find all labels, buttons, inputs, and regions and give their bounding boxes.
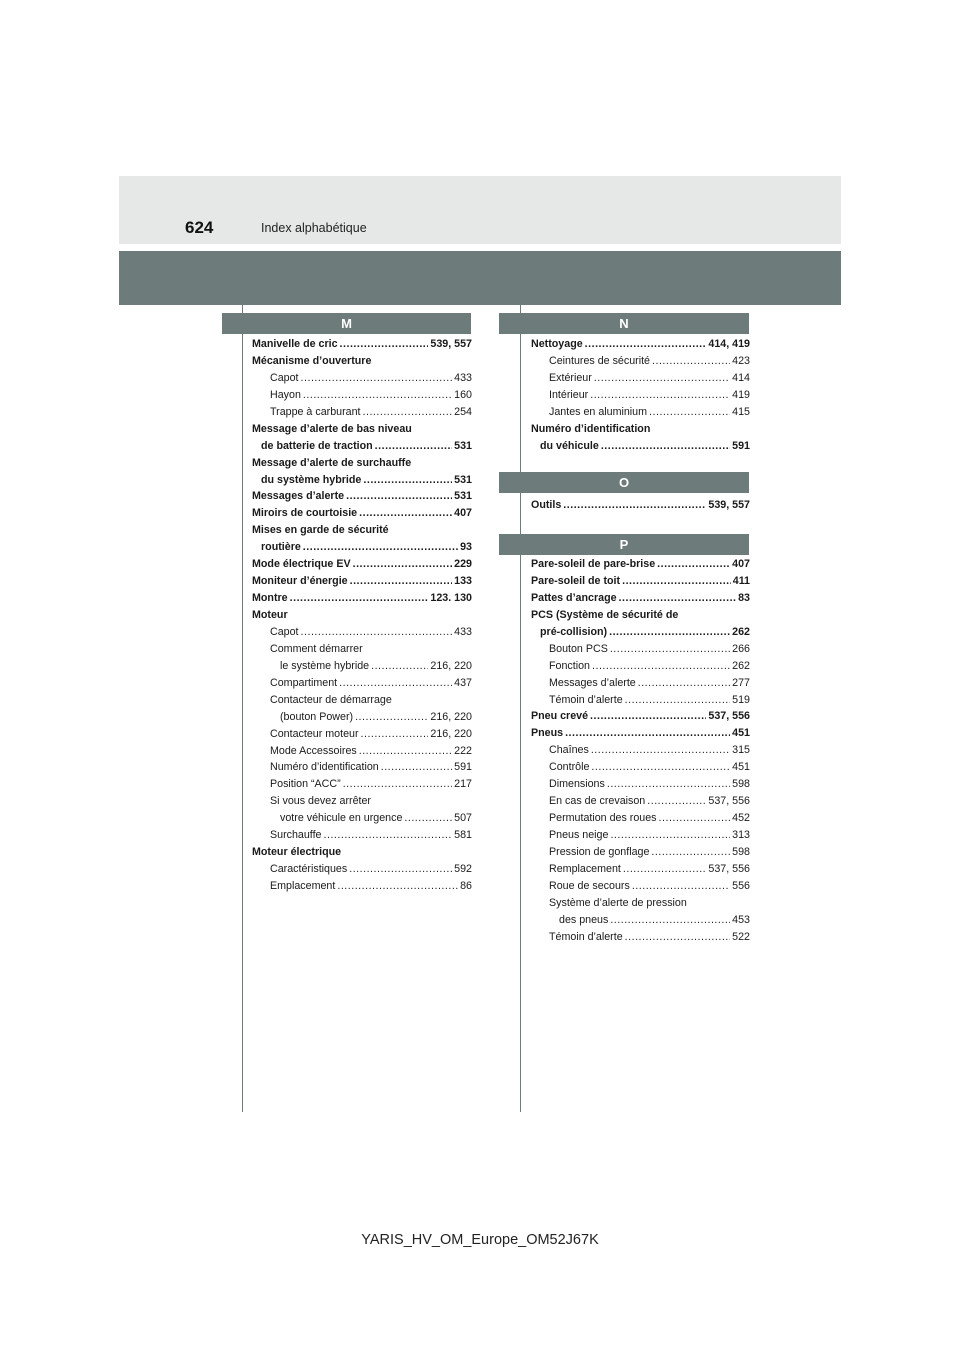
index-entry-term: Remplacement xyxy=(549,862,621,875)
dot-leader xyxy=(349,863,452,875)
dot-leader xyxy=(591,761,730,773)
dot-leader xyxy=(301,372,453,384)
index-entry-term: routière xyxy=(261,541,301,554)
index-entry-pages: 581 xyxy=(454,829,472,842)
index-entry xyxy=(531,812,750,829)
dot-leader xyxy=(359,745,452,757)
dot-leader xyxy=(590,710,706,722)
dot-leader xyxy=(585,338,707,350)
index-entry-term: (bouton Power) xyxy=(280,710,354,723)
dot-leader xyxy=(610,829,730,841)
dot-leader xyxy=(657,558,730,570)
index-entry xyxy=(252,711,472,728)
index-entry xyxy=(531,440,750,457)
index-entry xyxy=(531,795,750,812)
index-list-p xyxy=(531,558,750,948)
index-entry xyxy=(531,914,750,931)
section-letter-m: M xyxy=(222,313,471,334)
index-list-n xyxy=(531,338,750,457)
index-entry xyxy=(252,440,472,457)
index-entry-pages: 93 xyxy=(460,541,472,554)
index-entry-term: Témoin d’alerte xyxy=(549,693,623,706)
index-entry-term: Mode électrique EV xyxy=(252,558,351,571)
dot-leader xyxy=(594,372,730,384)
index-entry-pages: 537, 556 xyxy=(708,862,750,875)
index-entry-pages: 507 xyxy=(454,812,472,825)
index-entry-pages: 433 xyxy=(454,371,472,384)
index-entry xyxy=(531,846,750,863)
index-entry-term: Moteur xyxy=(252,609,288,621)
index-entry xyxy=(252,880,472,897)
index-entry-pages: 539, 557 xyxy=(708,499,750,511)
index-entry-term: Témoin d’alerte xyxy=(549,930,623,943)
index-entry xyxy=(531,880,750,897)
index-entry-term: Pneus xyxy=(531,727,564,740)
index-entry-pages: 452 xyxy=(732,812,750,825)
index-entry-term: Jantes en aluminium xyxy=(549,405,648,418)
index-entry-term: le système hybride xyxy=(280,659,370,672)
index-entry-term: Mode Accessoires xyxy=(270,744,357,757)
index-entry xyxy=(252,778,472,795)
index-entry-term: Système d’alerte de pression xyxy=(549,896,687,909)
index-entry xyxy=(531,710,750,727)
index-entry xyxy=(252,457,472,474)
index-entry-pages: 591 xyxy=(454,761,472,774)
index-entry xyxy=(531,406,750,423)
index-entry xyxy=(531,355,750,372)
index-entry xyxy=(531,389,750,406)
index-entry-term: PCS (Système de sécurité de xyxy=(531,608,679,621)
index-entry-pages: 451 xyxy=(732,761,750,774)
index-entry-term: Outils xyxy=(531,499,562,511)
index-entry-term: Nettoyage xyxy=(531,338,583,350)
page-number: 624 xyxy=(185,218,214,237)
index-entry xyxy=(531,778,750,795)
index-entry-pages: 86 xyxy=(460,880,472,892)
index-entry-term: Ceintures de sécurité xyxy=(549,354,650,367)
index-entry-pages: 537, 556 xyxy=(708,710,750,723)
dot-leader xyxy=(404,812,452,824)
index-entry-pages: 266 xyxy=(732,642,750,655)
dot-leader xyxy=(632,880,730,892)
dot-leader xyxy=(625,931,730,943)
index-entry xyxy=(252,626,472,643)
index-entry xyxy=(252,490,472,507)
index-entry xyxy=(252,592,472,609)
index-entry-pages: 522 xyxy=(732,930,750,943)
index-entry-term: Surchauffe xyxy=(270,829,322,842)
index-entry-term: Moniteur d’énergie xyxy=(252,575,348,588)
index-entry xyxy=(531,660,750,677)
index-entry-pages: 414 xyxy=(732,371,750,384)
index-entry-term: du système hybride xyxy=(261,473,362,486)
index-entry-term: Pattes d’ancrage xyxy=(531,591,617,604)
index-entry-term: Capot xyxy=(270,371,299,384)
index-entry-term: Caractéristiques xyxy=(270,863,348,876)
index-entry-pages: 222 xyxy=(454,744,472,757)
index-entry xyxy=(531,727,750,744)
dot-leader xyxy=(363,406,453,418)
dot-leader xyxy=(652,355,730,367)
dot-leader xyxy=(623,863,707,875)
page-header xyxy=(119,176,841,244)
index-entry-pages: 277 xyxy=(732,676,750,689)
index-list-m xyxy=(252,338,472,897)
index-entry-pages: 414, 419 xyxy=(708,338,750,350)
left-column-rule xyxy=(242,305,243,1112)
index-entry-term: Pneu crevé xyxy=(531,710,589,723)
index-entry-pages: 539, 557 xyxy=(430,338,472,350)
index-entry xyxy=(531,863,750,880)
dot-leader xyxy=(651,846,730,858)
index-entry xyxy=(531,423,750,440)
index-entry xyxy=(252,829,472,846)
index-entry-pages: 315 xyxy=(732,744,750,757)
index-entry-pages: 133 xyxy=(454,575,472,588)
index-entry xyxy=(531,694,750,711)
index-entry-term: Message d’alerte de surchauffe xyxy=(252,456,412,469)
index-entry-pages: 123. 130 xyxy=(430,592,472,605)
index-entry xyxy=(252,355,472,372)
index-entry xyxy=(252,795,472,812)
index-entry-pages: 229 xyxy=(454,558,472,571)
index-entry xyxy=(252,389,472,406)
index-entry-pages: 598 xyxy=(732,845,750,858)
index-entry xyxy=(531,829,750,846)
dot-leader xyxy=(324,829,453,841)
dot-leader xyxy=(659,812,731,824)
index-entry xyxy=(531,761,750,778)
index-entry-term: Manivelle de cric xyxy=(252,338,338,350)
index-entry-term: Position “ACC” xyxy=(270,778,341,791)
section-title: Index alphabétique xyxy=(261,221,367,235)
index-entry-term: En cas de crevaison xyxy=(549,795,646,808)
index-entry-term: du véhicule xyxy=(540,439,599,452)
index-entry-pages: 415 xyxy=(732,405,750,418)
index-entry-term: Numéro d’identification xyxy=(270,761,379,774)
index-entry xyxy=(252,609,472,626)
dot-leader xyxy=(565,727,730,739)
dot-leader xyxy=(592,660,730,672)
dot-leader xyxy=(590,389,730,401)
index-entry xyxy=(531,372,750,389)
index-entry-term: de batterie de traction xyxy=(261,439,373,452)
index-entry-pages: 519 xyxy=(732,693,750,706)
index-entry-pages: 423 xyxy=(732,354,750,367)
dot-leader xyxy=(610,914,730,926)
index-entry-term: Pare-soleil de toit xyxy=(531,574,621,587)
index-entry-pages: 262 xyxy=(732,625,750,638)
index-entry-pages: 216, 220 xyxy=(430,659,472,672)
dot-leader xyxy=(601,440,730,452)
index-entry xyxy=(252,423,472,440)
index-entry-pages: 592 xyxy=(454,863,472,876)
index-entry-term: Trappe à carburant xyxy=(270,405,361,418)
index-entry xyxy=(252,558,472,575)
index-entry-pages: 451 xyxy=(732,727,750,740)
right-column-rule xyxy=(520,305,521,1112)
index-entry-term: Capot xyxy=(270,625,299,638)
index-entry-term: Compartiment xyxy=(270,676,338,689)
index-entry-term: Messages d’alerte xyxy=(252,490,345,503)
index-entry-pages: 598 xyxy=(732,778,750,791)
dot-leader xyxy=(346,490,452,502)
index-entry-pages: 419 xyxy=(732,388,750,401)
index-entry xyxy=(252,474,472,491)
dot-leader xyxy=(359,507,452,519)
dot-leader xyxy=(350,575,453,587)
index-entry xyxy=(252,524,472,541)
index-entry-term: Comment démarrer xyxy=(270,642,363,655)
index-entry-term: Mécanisme d’ouverture xyxy=(252,354,372,367)
index-entry-term: Message d’alerte de bas niveau xyxy=(252,422,412,435)
index-entry-term: Messages d’alerte xyxy=(549,676,636,689)
index-entry xyxy=(252,372,472,389)
index-entry xyxy=(531,592,750,609)
dot-leader xyxy=(381,761,452,773)
index-entry-term: Chaînes xyxy=(549,744,589,757)
index-entry-term: Contacteur moteur xyxy=(270,727,359,740)
index-entry xyxy=(531,499,750,516)
index-entry xyxy=(252,694,472,711)
dot-leader xyxy=(353,558,453,570)
index-entry xyxy=(531,931,750,948)
index-entry-term: Permutation des roues xyxy=(549,812,657,825)
index-entry-pages: 531 xyxy=(454,473,472,486)
index-entry-term: Bouton PCS xyxy=(549,642,608,655)
index-entry xyxy=(531,897,750,914)
dot-leader xyxy=(337,880,458,892)
dot-leader xyxy=(619,592,737,604)
index-entry-pages: 216, 220 xyxy=(430,727,472,740)
index-entry xyxy=(252,660,472,677)
index-entry-pages: 217 xyxy=(454,778,472,791)
index-entry xyxy=(531,626,750,643)
dot-leader xyxy=(343,778,452,790)
index-entry xyxy=(252,863,472,880)
index-entry-term: Pneus neige xyxy=(549,829,609,841)
index-entry-term: Miroirs de courtoisie xyxy=(252,507,358,520)
index-entry-term: Mises en garde de sécurité xyxy=(252,524,389,537)
index-entry-term: Contacteur de démarrage xyxy=(270,693,392,706)
index-entry xyxy=(252,338,472,355)
index-entry-pages: 313 xyxy=(732,829,750,841)
index-entry-term: Intérieur xyxy=(549,388,589,401)
index-entry-pages: 407 xyxy=(732,558,750,570)
dot-leader xyxy=(339,677,452,689)
index-entry xyxy=(252,541,472,558)
index-entry-term: Montre xyxy=(252,592,288,605)
dot-leader xyxy=(609,626,730,638)
dot-leader xyxy=(638,677,730,689)
index-entry-term: Hayon xyxy=(270,388,301,401)
index-entry-pages: 262 xyxy=(732,659,750,672)
dot-leader xyxy=(290,592,429,604)
index-entry xyxy=(252,745,472,762)
section-letter-p: P xyxy=(499,534,749,555)
index-entry xyxy=(531,744,750,761)
dot-leader xyxy=(371,660,428,672)
index-entry-term: pré-collision) xyxy=(540,625,608,638)
index-entry-pages: 433 xyxy=(454,625,472,638)
index-entry xyxy=(252,406,472,423)
dot-leader xyxy=(340,338,429,350)
index-entry xyxy=(252,846,472,863)
index-entry-pages: 83 xyxy=(738,591,750,604)
index-entry-term: Numéro d’identification xyxy=(531,422,651,435)
header-band xyxy=(119,251,841,305)
index-entry xyxy=(531,575,750,592)
index-entry-pages: 591 xyxy=(732,439,750,452)
index-entry-pages: 407 xyxy=(454,507,472,520)
index-entry xyxy=(531,338,750,355)
dot-leader xyxy=(375,440,453,452)
dot-leader xyxy=(591,744,730,756)
index-entry-pages: 453 xyxy=(732,913,750,926)
index-entry-pages: 216, 220 xyxy=(430,710,472,723)
index-entry xyxy=(252,677,472,694)
dot-leader xyxy=(363,474,452,486)
index-entry-term: Roue de secours xyxy=(549,879,630,892)
index-entry xyxy=(531,643,750,660)
index-entry-pages: 556 xyxy=(732,879,750,892)
index-entry xyxy=(531,677,750,694)
index-entry-term: Emplacement xyxy=(270,880,336,892)
index-entry-term: Dimensions xyxy=(549,778,605,791)
dot-leader xyxy=(303,541,458,553)
dot-leader xyxy=(301,626,453,638)
index-entry-term: votre véhicule en urgence xyxy=(280,812,403,825)
dot-leader xyxy=(649,406,730,418)
dot-leader xyxy=(625,694,730,706)
dot-leader xyxy=(607,778,730,790)
index-entry-term: Si vous devez arrêter xyxy=(270,795,371,808)
index-entry-pages: 437 xyxy=(454,676,472,689)
index-entry-term: Moteur électrique xyxy=(252,846,342,859)
index-entry-pages: 531 xyxy=(454,490,472,503)
index-entry-pages: 537, 556 xyxy=(708,795,750,808)
index-entry-pages: 160 xyxy=(454,388,472,401)
index-entry-pages: 531 xyxy=(454,439,472,452)
index-list-o xyxy=(531,499,750,516)
dot-leader xyxy=(303,389,452,401)
index-entry xyxy=(252,643,472,660)
index-entry xyxy=(252,728,472,745)
index-entry xyxy=(252,507,472,524)
index-entry xyxy=(531,609,750,626)
index-entry xyxy=(252,761,472,778)
index-entry-term: Extérieur xyxy=(549,371,592,384)
index-entry xyxy=(252,575,472,592)
index-entry xyxy=(252,812,472,829)
index-entry-term: Fonction xyxy=(549,659,590,672)
section-letter-n: N xyxy=(499,313,749,334)
dot-leader xyxy=(610,643,730,655)
dot-leader xyxy=(563,499,706,511)
section-letter-o: O xyxy=(499,472,749,493)
index-entry-term: Pare-soleil de pare-brise xyxy=(531,558,656,570)
dot-leader xyxy=(361,728,429,740)
index-entry-term: Contrôle xyxy=(549,761,590,774)
index-entry-term: des pneus xyxy=(559,913,609,926)
dot-leader xyxy=(355,711,428,723)
index-entry-pages: 254 xyxy=(454,405,472,418)
dot-leader xyxy=(622,575,731,587)
document-code: YARIS_HV_OM_Europe_OM52J67K xyxy=(361,1232,599,1248)
dot-leader xyxy=(647,795,706,807)
index-entry xyxy=(531,558,750,575)
index-entry-term: Pression de gonflage xyxy=(549,845,650,858)
index-entry-pages: 411 xyxy=(732,574,750,587)
